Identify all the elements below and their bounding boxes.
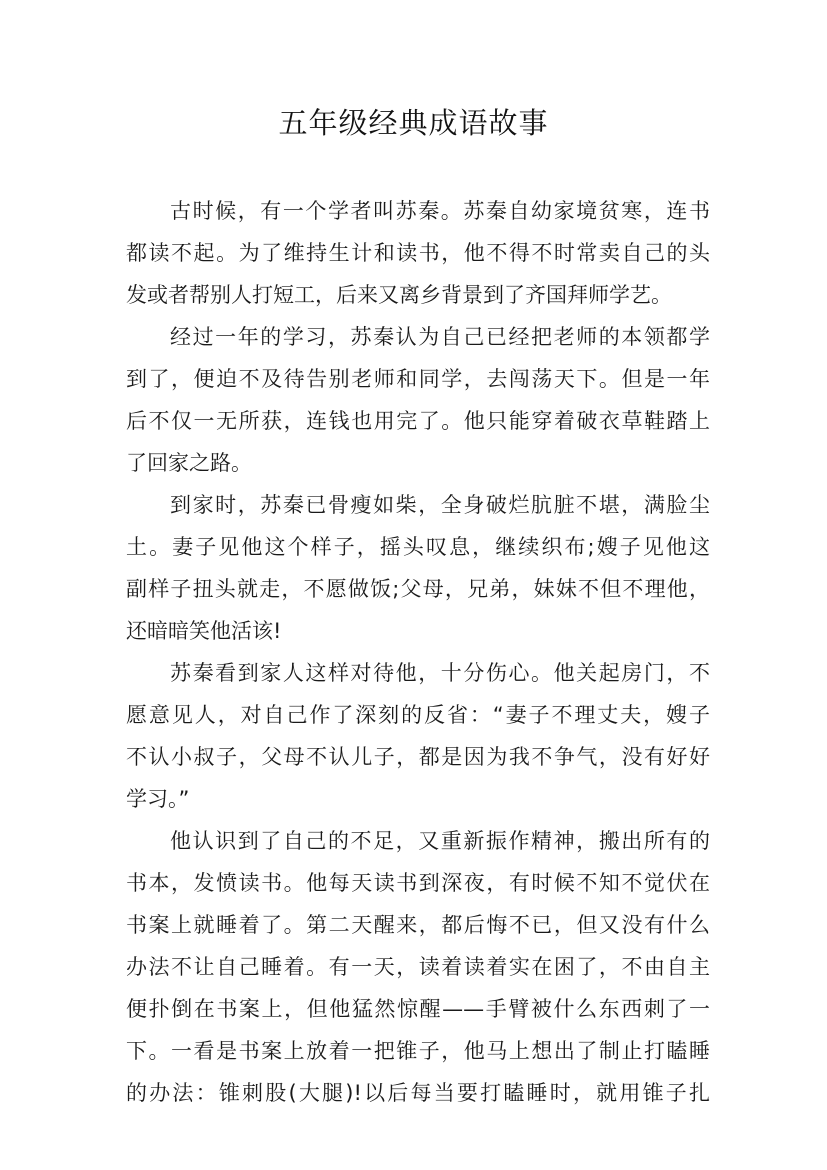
body-text-line: 便扑倒在书案上，但他猛然惊醒——手臂被什么东西刺了一	[126, 997, 710, 1021]
body-text-line: 副样子扭头就走，不愿做饭;父母，兄弟，妹妹不但不理他，	[126, 577, 710, 601]
body-text-line: 办法不让自己睡着。有一天，读着读着实在困了，不由自主	[126, 955, 710, 979]
document-body	[126, 190, 710, 1114]
body-text-line: 后不仅一无所获，连钱也用完了。他只能穿着破衣草鞋踏上	[126, 409, 710, 433]
body-text-line: 了回家之路。	[126, 451, 252, 475]
body-text-line: 到了，便迫不及待告别老师和同学，去闯荡天下。但是一年	[126, 367, 710, 391]
body-text-line: 经过一年的学习，苏秦认为自己已经把老师的本领都学	[170, 325, 710, 349]
body-text-line: 书本，发愤读书。他每天读书到深夜，有时候不知不觉伏在	[126, 871, 710, 895]
body-text-line: 愿意见人，对自己作了深刻的反省：“妻子不理丈夫，嫂子	[126, 703, 710, 727]
body-text-line: 都读不起。为了维持生计和读书，他不得不时常卖自己的头	[126, 241, 710, 265]
body-text-line: 他认识到了自己的不足，又重新振作精神，搬出所有的	[170, 829, 710, 853]
body-text-line: 苏秦看到家人这样对待他，十分伤心。他关起房门，不	[170, 661, 710, 685]
body-text-line: 土。妻子见他这个样子，摇头叹息，继续织布;嫂子见他这	[126, 535, 710, 559]
body-text-line: 书案上就睡着了。第二天醒来，都后悔不已，但又没有什么	[126, 913, 710, 937]
body-text-line: 的办法：锥刺股(大腿)!以后每当要打瞌睡时，就用锥子扎	[126, 1081, 710, 1105]
body-text-line: 古时候，有一个学者叫苏秦。苏秦自幼家境贫寒，连书	[170, 199, 710, 223]
body-text-line: 到家时，苏秦已骨瘦如柴，全身破烂肮脏不堪，满脸尘	[170, 493, 710, 517]
body-text-line: 还暗暗笑他活该!	[126, 619, 282, 643]
body-text-line: 不认小叔子，父母不认儿子，都是因为我不争气，没有好好	[126, 745, 710, 769]
body-text-line: 下。一看是书案上放着一把锥子，他马上想出了制止打瞌睡	[126, 1039, 710, 1063]
body-text-line: 发或者帮别人打短工，后来又离乡背景到了齐国拜师学艺。	[126, 283, 672, 307]
body-text-line: 学习。”	[126, 787, 190, 811]
document-title: 五年级经典成语故事	[278, 106, 549, 140]
